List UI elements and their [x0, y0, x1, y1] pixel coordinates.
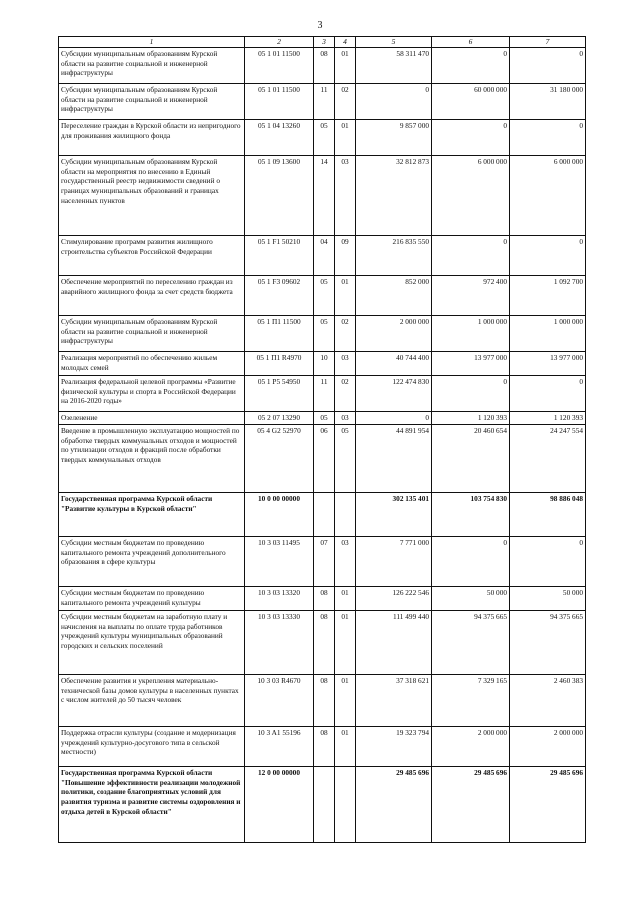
row-section: 07	[314, 537, 335, 587]
row-section: 08	[314, 675, 335, 727]
row-value-3: 1 092 700	[510, 276, 586, 316]
table-row	[59, 767, 586, 843]
row-subsection: 01	[335, 276, 356, 316]
row-subsection: 02	[335, 376, 356, 412]
row-subsection	[335, 493, 356, 537]
row-value-2: 13 977 000	[432, 352, 510, 376]
row-subsection: 01	[335, 48, 356, 84]
row-name: Переселение граждан в Курской области из непригодного для проживания жилищного фонда	[59, 120, 245, 156]
row-value-1: 2 000 000	[356, 316, 432, 352]
row-section: 08	[314, 727, 335, 767]
row-name: Субсидии муниципальным образованиям Курской области на развитие социальной и инженерной инфраструктуры	[59, 84, 245, 120]
row-code: 10 0 00 00000	[245, 493, 314, 537]
row-value-3: 24 247 554	[510, 425, 586, 493]
row-section: 06	[314, 425, 335, 493]
row-name: Стимулирование программ развития жилищного строительства субъектов Российской Федерации	[59, 236, 245, 276]
table-row	[59, 48, 586, 84]
row-section: 05	[314, 412, 335, 425]
row-code: 10 3 03 R4670	[245, 675, 314, 727]
row-name: Субсидии муниципальным образованиям Курской области на развитие социальной и инженерной инфраструктуры	[59, 48, 245, 84]
row-value-3: 0	[510, 376, 586, 412]
row-value-1: 122 474 830	[356, 376, 432, 412]
row-value-3: 50 000	[510, 587, 586, 611]
row-code: 10 3 03 13320	[245, 587, 314, 611]
row-value-2: 0	[432, 236, 510, 276]
row-value-1: 40 744 400	[356, 352, 432, 376]
table-row	[59, 587, 586, 611]
row-value-1: 58 311 470	[356, 48, 432, 84]
row-code: 10 3 A1 55196	[245, 727, 314, 767]
row-value-3: 0	[510, 236, 586, 276]
row-value-1: 126 222 546	[356, 587, 432, 611]
row-name: Поддержка отрасли культуры (создание и модернизация учреждений культурно-досугового типа в сельской местности)	[59, 727, 245, 767]
row-code: 05 1 01 11500	[245, 84, 314, 120]
row-value-2: 972 400	[432, 276, 510, 316]
row-subsection: 01	[335, 587, 356, 611]
table-row	[59, 236, 586, 276]
row-value-2: 2 000 000	[432, 727, 510, 767]
row-section: 08	[314, 48, 335, 84]
table-row	[59, 316, 586, 352]
row-name: Обеспечение развития и укрепления материально-технической базы домов культуры в населенных пунктах с числом жителей до 50 тысяч человек	[59, 675, 245, 727]
row-value-2: 6 000 000	[432, 156, 510, 236]
row-name: Государственная программа Курской области "Развитие культуры в Курской области"	[59, 493, 245, 537]
table-row	[59, 537, 586, 587]
row-value-3: 13 977 000	[510, 352, 586, 376]
row-section: 11	[314, 376, 335, 412]
row-section: 05	[314, 120, 335, 156]
row-name: Субсидии местным бюджетам по проведению капитального ремонта учреждений культуры	[59, 587, 245, 611]
row-code: 05 1 F1 50210	[245, 236, 314, 276]
row-value-2: 1 120 393	[432, 412, 510, 425]
row-value-2: 7 329 165	[432, 675, 510, 727]
row-value-1: 9 857 000	[356, 120, 432, 156]
row-name: Субсидии муниципальным образованиям Курской области на развитие социальной и инженерной инфраструктуры	[59, 316, 245, 352]
column-header-7: 7	[510, 37, 586, 48]
row-section: 08	[314, 611, 335, 675]
row-subsection: 01	[335, 727, 356, 767]
row-value-3: 1 120 393	[510, 412, 586, 425]
row-value-1: 29 485 696	[356, 767, 432, 843]
row-value-3: 98 886 048	[510, 493, 586, 537]
row-value-2: 0	[432, 376, 510, 412]
row-section: 04	[314, 236, 335, 276]
row-value-2: 103 754 830	[432, 493, 510, 537]
row-value-3: 0	[510, 48, 586, 84]
row-value-1: 44 891 954	[356, 425, 432, 493]
row-code: 05 1 01 11500	[245, 48, 314, 84]
row-section	[314, 767, 335, 843]
row-subsection: 01	[335, 611, 356, 675]
row-value-1: 0	[356, 84, 432, 120]
row-subsection: 02	[335, 316, 356, 352]
row-value-3: 29 485 696	[510, 767, 586, 843]
row-value-1: 111 499 440	[356, 611, 432, 675]
row-code: 05 1 П1 11500	[245, 316, 314, 352]
row-value-2: 1 000 000	[432, 316, 510, 352]
row-value-1: 0	[356, 412, 432, 425]
row-value-3: 2 000 000	[510, 727, 586, 767]
table-row	[59, 376, 586, 412]
row-value-2: 50 000	[432, 587, 510, 611]
table-row	[59, 727, 586, 767]
row-value-2: 60 000 000	[432, 84, 510, 120]
row-subsection: 03	[335, 537, 356, 587]
row-code: 05 1 09 13600	[245, 156, 314, 236]
row-section: 08	[314, 587, 335, 611]
row-subsection: 03	[335, 352, 356, 376]
column-header-1: 1	[59, 37, 245, 48]
column-header-6: 6	[432, 37, 510, 48]
row-value-3: 94 375 665	[510, 611, 586, 675]
row-name: Субсидии местным бюджетам по проведению капитального ремонта учреждений дополнительного образования в сфере культуры	[59, 537, 245, 587]
row-name: Субсидии муниципальным образованиям Курской области на мероприятия по внесению в Единый государственный реестр недвижимости сведений о границах муниципальных образований и границах населенных пунктов	[59, 156, 245, 236]
row-subsection: 05	[335, 425, 356, 493]
row-value-1: 19 323 794	[356, 727, 432, 767]
row-code: 05 1 04 13260	[245, 120, 314, 156]
row-code: 05 1 П1 R4970	[245, 352, 314, 376]
row-value-3: 1 000 000	[510, 316, 586, 352]
row-value-1: 302 135 401	[356, 493, 432, 537]
table-row	[59, 84, 586, 120]
row-subsection: 01	[335, 675, 356, 727]
row-code: 10 3 03 11495	[245, 537, 314, 587]
row-name: Государственная программа Курской области "Повышение эффективности реализации молодежной политики, создание благоприятных условий для развития туризма и развитие системы оздоровления и отдыха детей в Курской области"	[59, 767, 245, 843]
row-value-3: 6 000 000	[510, 156, 586, 236]
row-name: Реализация мероприятий по обеспечению жильем молодых семей	[59, 352, 245, 376]
row-value-2: 29 485 696	[432, 767, 510, 843]
row-code: 05 4 G2 52970	[245, 425, 314, 493]
row-value-3: 0	[510, 120, 586, 156]
table-row	[59, 425, 586, 493]
row-value-2: 94 375 665	[432, 611, 510, 675]
row-value-1: 852 000	[356, 276, 432, 316]
column-header-4: 4	[335, 37, 356, 48]
row-subsection: 03	[335, 156, 356, 236]
row-name: Реализация федеральной целевой программы «Развитие физической культуры и спорта в Российской Федерации на 2016-2020 годы»	[59, 376, 245, 412]
budget-table	[58, 36, 586, 843]
row-section: 05	[314, 276, 335, 316]
table-row	[59, 611, 586, 675]
row-section: 14	[314, 156, 335, 236]
row-section: 11	[314, 84, 335, 120]
table-row	[59, 493, 586, 537]
row-value-2: 0	[432, 120, 510, 156]
row-section	[314, 493, 335, 537]
row-value-1: 32 812 873	[356, 156, 432, 236]
table-row	[59, 412, 586, 425]
row-section: 05	[314, 316, 335, 352]
row-name: Субсидии местным бюджетам на заработную плату и начисления на выплаты по оплате труда работников учреждений культуры муниципальных образований городских и сельских поселений	[59, 611, 245, 675]
row-name: Обеспечение мероприятий по переселению граждан из аварийного жилищного фонда за счет средств бюджета	[59, 276, 245, 316]
row-code: 10 3 03 13330	[245, 611, 314, 675]
column-header-3: 3	[314, 37, 335, 48]
row-value-1: 7 771 000	[356, 537, 432, 587]
row-code: 05 1 F3 09602	[245, 276, 314, 316]
row-value-1: 37 318 621	[356, 675, 432, 727]
row-subsection: 02	[335, 84, 356, 120]
budget-table-header	[59, 37, 586, 48]
table-row	[59, 352, 586, 376]
row-code: 12 0 00 00000	[245, 767, 314, 843]
table-row	[59, 675, 586, 727]
column-header-5: 5	[356, 37, 432, 48]
budget-table-body	[59, 48, 586, 843]
row-subsection	[335, 767, 356, 843]
row-subsection: 03	[335, 412, 356, 425]
row-value-2: 0	[432, 537, 510, 587]
row-subsection: 01	[335, 120, 356, 156]
row-name: Введение в промышленную эксплуатацию мощностей по обработке твердых коммунальных отходов и мощностей по утилизации отходов и фракций после обработки твердых коммунальных отходов	[59, 425, 245, 493]
row-value-3: 2 460 383	[510, 675, 586, 727]
column-header-2: 2	[245, 37, 314, 48]
row-code: 05 1 P5 54950	[245, 376, 314, 412]
table-row	[59, 276, 586, 316]
row-code: 05 2 07 13290	[245, 412, 314, 425]
row-section: 10	[314, 352, 335, 376]
row-value-1: 216 835 550	[356, 236, 432, 276]
page-number: 3	[317, 20, 323, 31]
table-row	[59, 120, 586, 156]
row-value-3: 31 180 000	[510, 84, 586, 120]
row-value-3: 0	[510, 537, 586, 587]
row-value-2: 20 460 654	[432, 425, 510, 493]
row-value-2: 0	[432, 48, 510, 84]
row-subsection: 09	[335, 236, 356, 276]
row-name: Озеленение	[59, 412, 245, 425]
table-row	[59, 156, 586, 236]
